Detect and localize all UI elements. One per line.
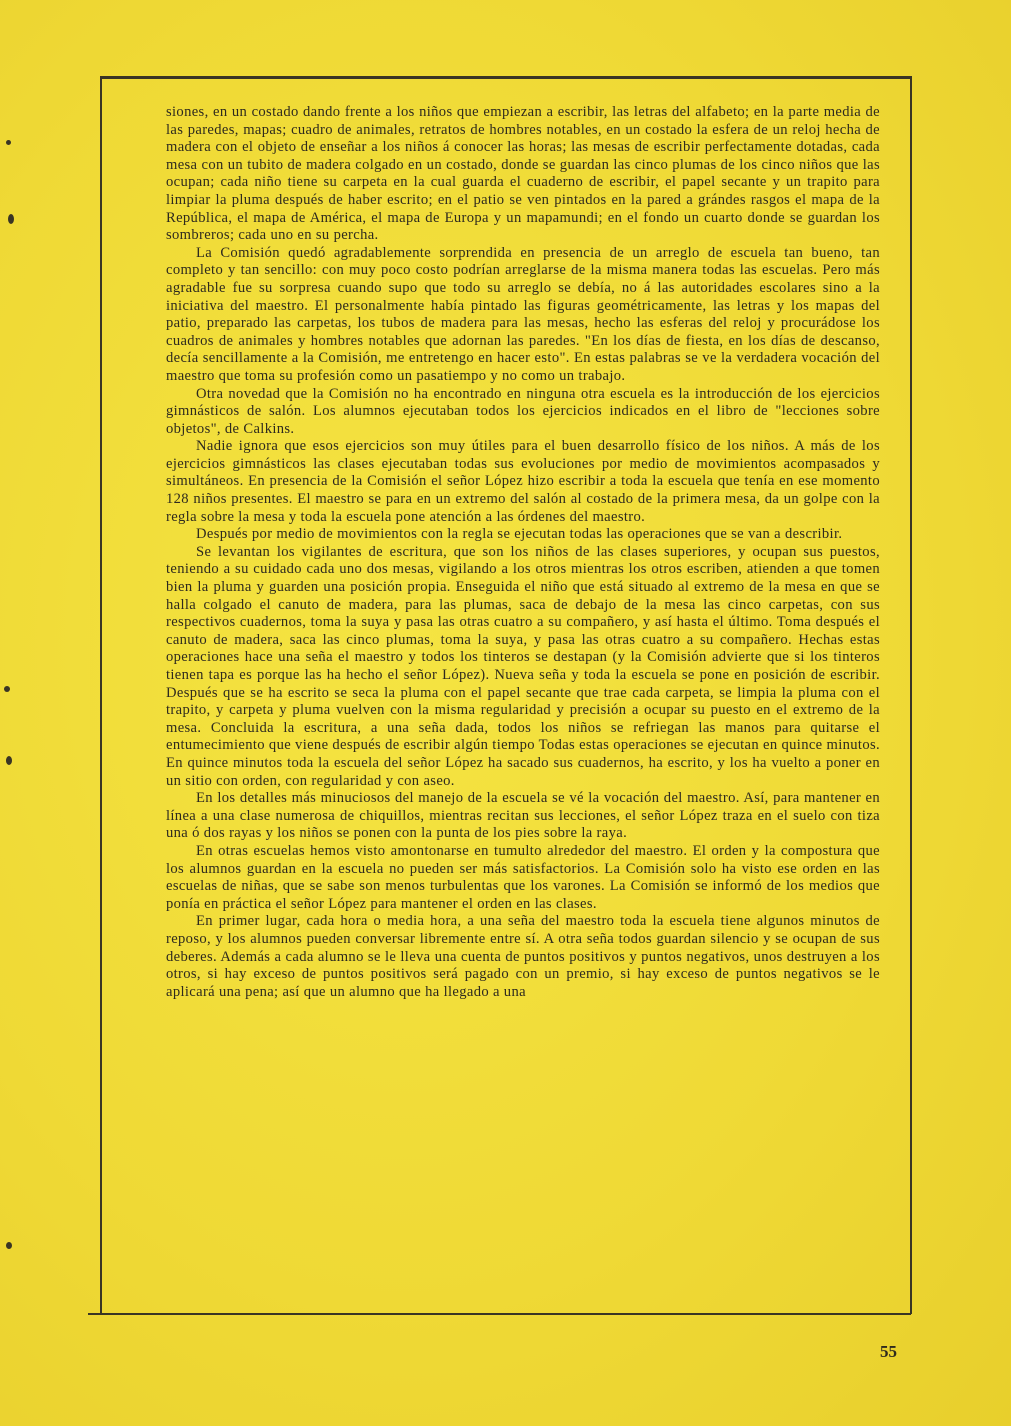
page-number: 55	[880, 1342, 897, 1361]
paragraph: En primer lugar, cada hora o media hora, a una seña del maestro toda la escuela tiene algunos minutos de reposo, y los alumnos pueden conversar libremente entre sí. A otra seña todos guardan silencio y se ocupan de sus deberes. Además a cada alumno se le lleva una cuenta de puntos positivos y puntos negativos, unos destruyen a los otros, si hay exceso de puntos positivos será pagado con un premio, si hay exceso de puntos negativos se le aplicará una pena; así que un alumno que ha llegado a una	[166, 913, 880, 1000]
paragraph: Después por medio de movimientos con la regla se ejecutan todas las operaciones que se van a describir.	[196, 526, 843, 543]
margin-speck	[8, 214, 14, 224]
margin-speck	[6, 140, 11, 145]
body-text	[166, 104, 880, 1001]
paragraph: Se levantan los vigilantes de escritura, que son los niños de las clases superiores, y ocupan sus puestos, teniendo a su cuidado cada uno dos mesas, vigilando a los otros mientras los otros escriben, atienden a que tomen bien la pluma y guarden una posición propia. Enseguida el niño que está situado al extremo de la mesa en que se halla colgado el canuto de madera, para las plumas, saca de debajo de la mesa las cinco carpetas, con sus respectivos cuadernos, toma la suya y pasa las otras cuatro a su compañero, y así hasta el último. Toma después el canuto de madera, saca las cinco plumas, toma la suya, y pasa las otras cuatro a su compañero. Hechas estas operaciones hace una seña el maestro y todos los tinteros se destapan (y la Comisión advierte que si los tinteros tienen tapa es porque las ha hecho el señor López). Nueva seña y toda la escuela se pone en posición de escribir. Después que se ha escrito se seca la pluma con el papel secante que trae cada carpeta, se limpia la pluma con el trapito, y carpeta y pluma vuelven con la misma regularidad y precisión a ocupar su puesto en el extremo de la mesa. Concluida la escritura, a una seña dada, todos los niños se refriegan las manos para quitarse el entumecimiento que viene después de escribir algún tiempo Todas estas operaciones se ejecutan en quince minutos. En quince minutos toda la escuela del señor López ha sacado sus cuadernos, ha escrito, y los ha vuelto a poner en un sitio con orden, con regularidad y con aseo.	[166, 543, 880, 789]
paragraph: Nadie ignora que esos ejercicios son muy útiles para el buen desarrollo físico de los niños. A más de los ejercicios gimnásticos las clases ejecutaban todas sus evoluciones por medio de movimientos acompasados y simultáneos. En presencia de la Comisión el señor López hizo escribir a toda la escuela que tenía en ese momento 128 niños presentes. El maestro se para en un extremo del salón al costado de la primera mesa, da un golpe con la regla sobre la mesa y toda la escuela pone atención a las órdenes del maestro.	[166, 438, 880, 525]
paragraph: La Comisión quedó agradablemente sorprendida en presencia de un arreglo de escuela tan bueno, tan completo y tan sencillo: con muy poco costo podrían arreglarse de la misma manera todas las escuelas. Pero más agradable fue su sorpresa cuando supo que todo su arreglo se debía, no á las autoridades escolares sino a la iniciativa del maestro. El personalmente había pintado las figuras geométricamente, las letras y los mapas del patio, preparado las carpetas, los tubos de madera para las mesas, hecho las esferas del reloj y procurádose los cuadros de animales y hombres notables que adornan las paredes. "En los días de fiesta, en los días de descanso, decía sencillamente a la Comisión, me entretengo en hacer esto". En estas palabras se ve la verdadera vocación del maestro que toma su profesión como un pasatiempo y no como un trabajo.	[166, 244, 880, 384]
paragraph: siones, en un costado dando frente a los niños que empiezan a escribir, las letras del alfabeto; en la parte media de las paredes, mapas; cuadro de animales, retratos de hombres notables, en un costado la esfera de un reloj hecha de madera con el objeto de enseñar a los niños á conocer las horas; las mesas de escribir perfectamente dotadas, cada mesa con un tubito de madera colgado en un costado, donde se guardan las cinco plumas de los cinco niños que las ocupan; cada niño tiene su carpeta en la cual guarda el cuaderno de escribir, el papel secante y un trapito para limpiar la pluma después de haber escrito; en el patio se ven pintados en la pared a grándes rasgos el mapa de la República, el mapa de América, el mapa de Europa y un mapamundi; en el fondo un cuarto donde se guardan los sombreros; cada uno en su percha.	[166, 104, 880, 244]
paragraph: Otra novedad que la Comisión no ha encontrado en ninguna otra escuela es la introducción de los ejercicios gimnásticos de salón. Los alumnos ejecutaban todos los ejercicios indicados en el libro de "lecciones sobre objetos", de Calkins.	[166, 385, 880, 437]
paragraph: En otras escuelas hemos visto amontonarse en tumulto alrededor del maestro. El orden y la compostura que los alumnos guardan en la escuela no pueden ser más satisfactorios. La Comisión solo ha visto ese orden en las escuelas de niñas, que se sabe son menos turbulentas que los varones. La Comisión se informó de los medios que ponía en práctica el señor López para mantener el orden en las clases.	[166, 842, 880, 912]
margin-speck	[6, 756, 12, 765]
page-border-bottom-rule	[88, 1313, 911, 1315]
margin-speck	[4, 686, 10, 692]
paragraph: En los detalles más minuciosos del manejo de la escuela se vé la vocación del maestro. Así, para mantener en línea a una clase numerosa de chiquillos, mientras recitan sus lecciones, el señor López traza en el suelo con tiza una ó dos rayas y los niños se ponen con la punta de los pies sobre la raya.	[166, 790, 880, 842]
margin-speck	[6, 1242, 12, 1249]
